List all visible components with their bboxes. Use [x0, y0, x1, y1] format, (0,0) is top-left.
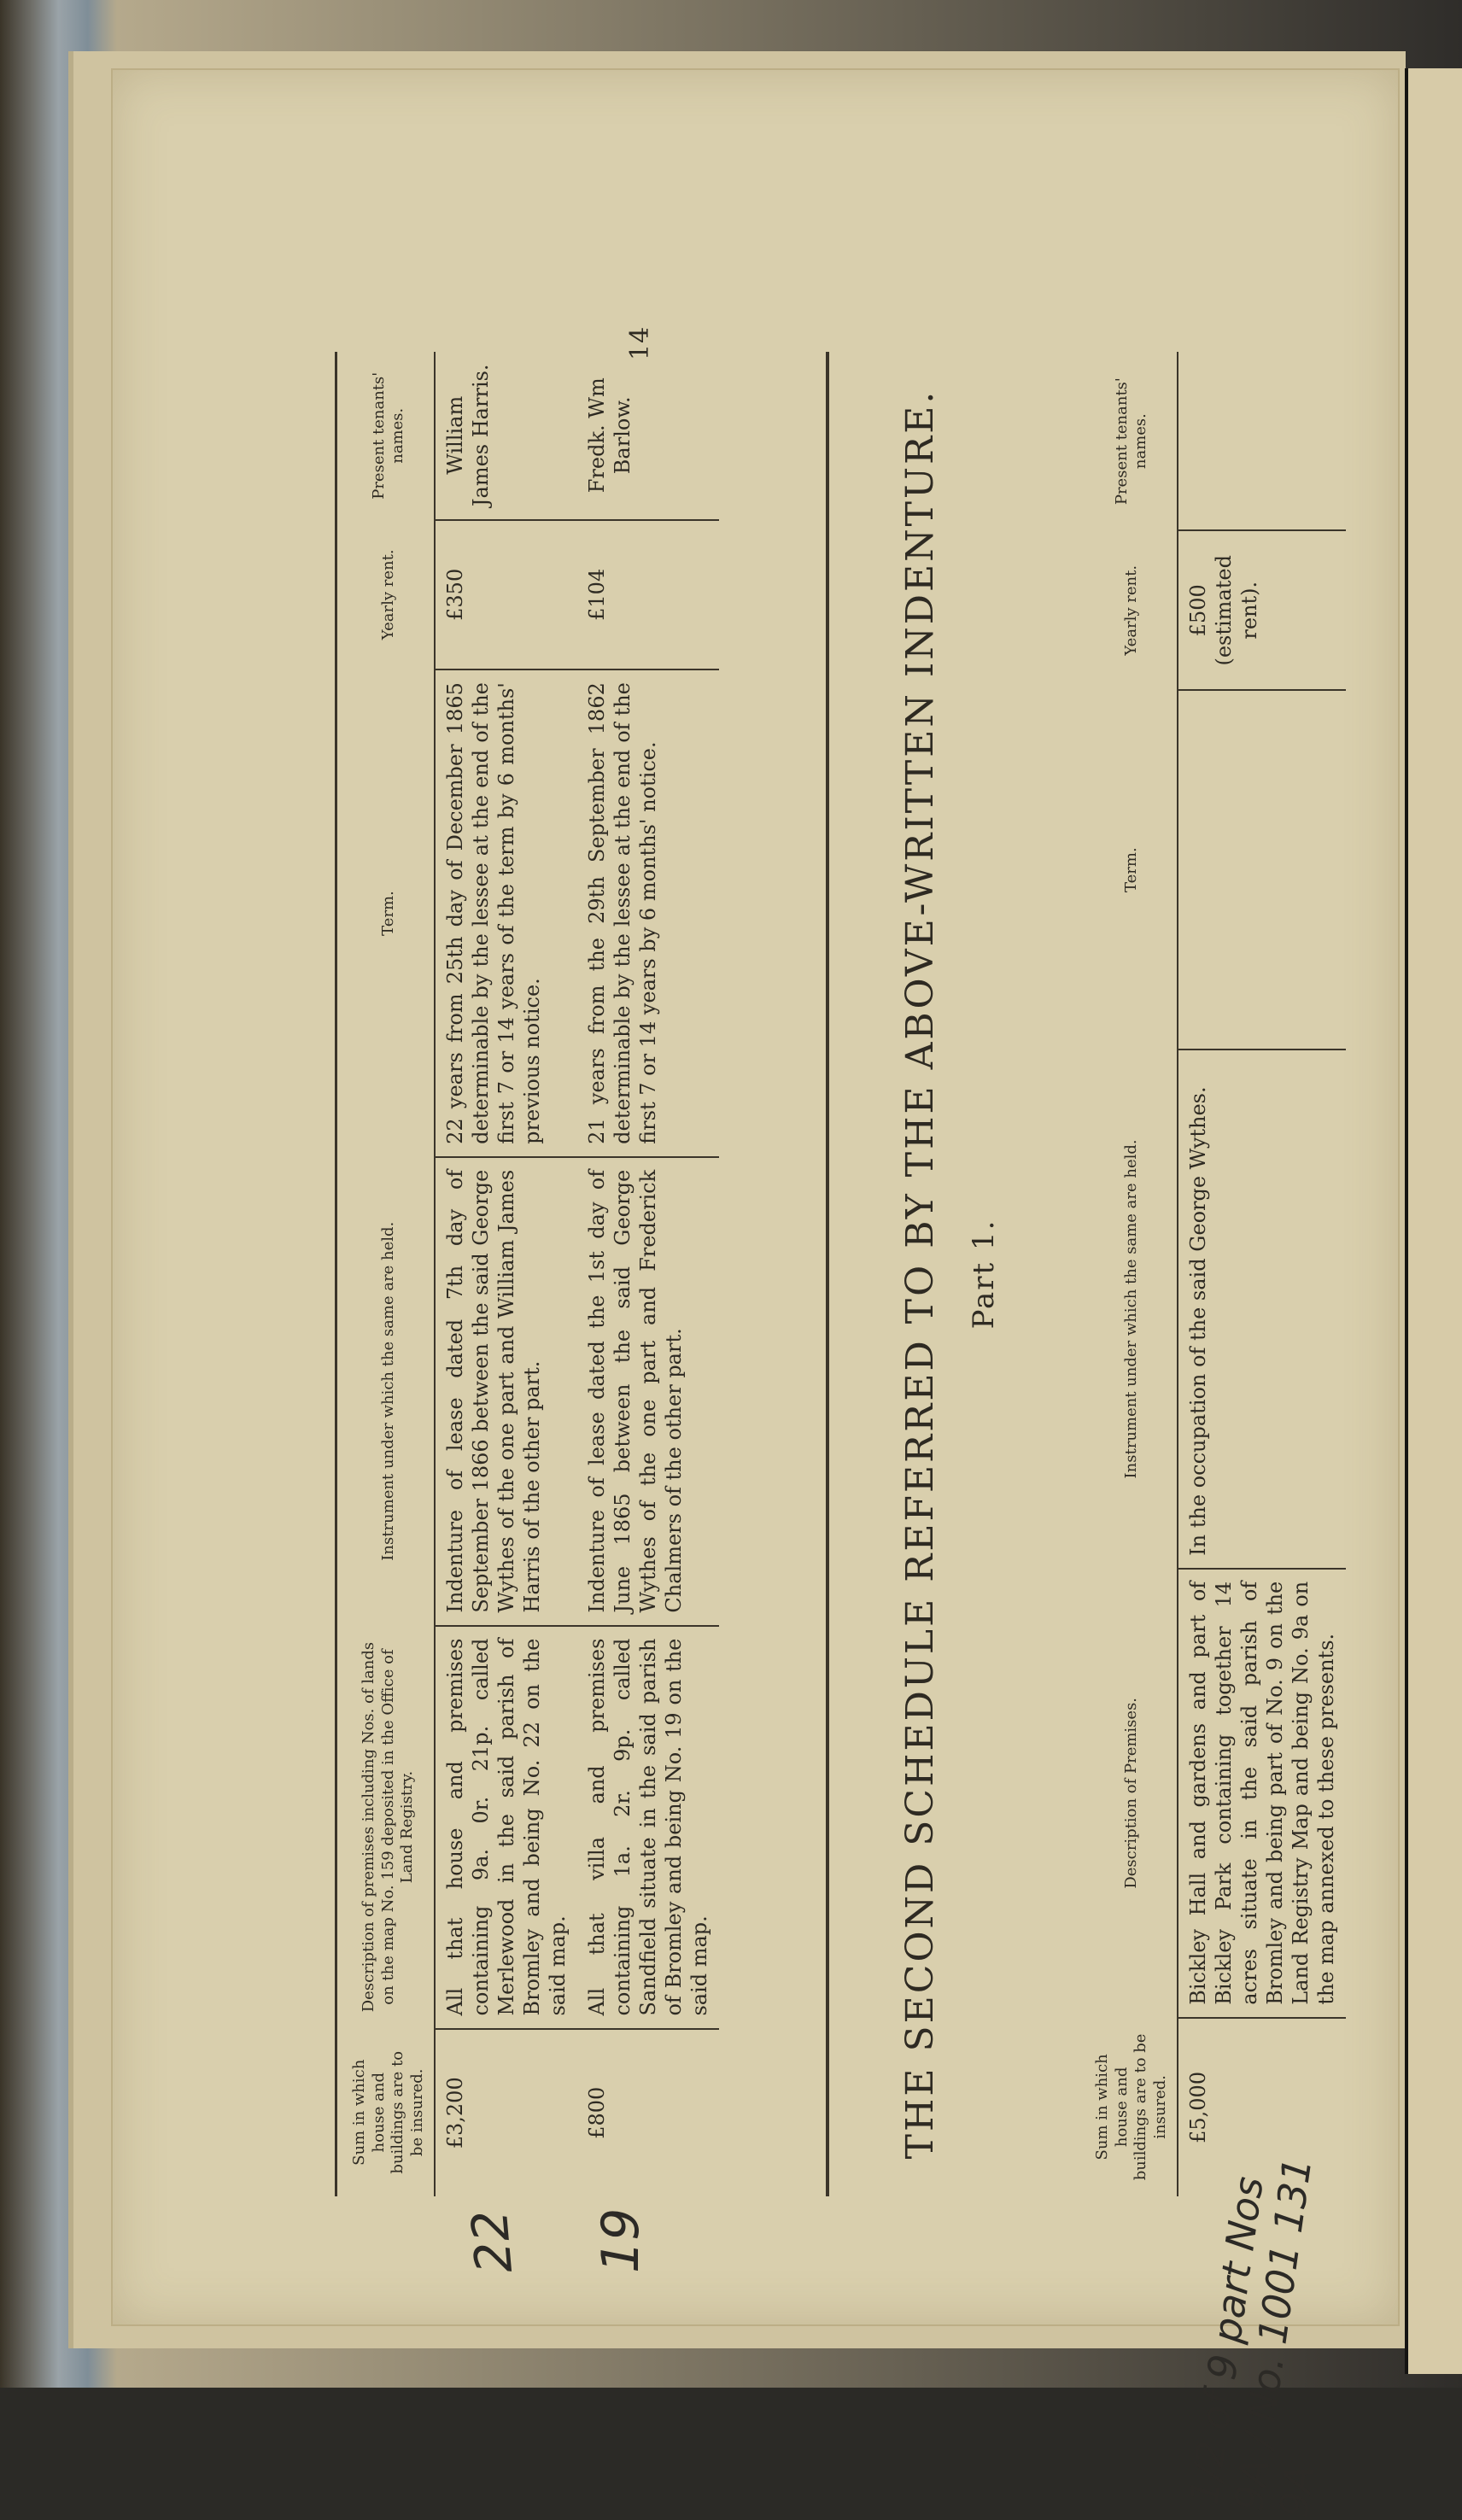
schedule-title: THE SECOND SCHEDULE REFERRED TO BY THE ABOVE-WRITTEN INDENTURE.: [898, 389, 942, 2160]
table-row: [577, 352, 719, 2196]
cell-sum: £5,000: [1186, 2071, 1210, 2143]
rotated-printed-content: [335, 249, 1462, 2520]
cell-sum: £3,200: [443, 2077, 467, 2149]
handwritten-margin-22: 22: [459, 2207, 524, 2276]
cell-description: All that house and premises containing 9a. 0r. 21p. called Merlewood in the said parish of Bromley and being No. 22 on the said map.: [435, 1626, 577, 2029]
header-description: Description of Premises.: [1086, 1569, 1178, 2018]
table-row: [1178, 352, 1346, 2196]
header-instrument: Instrument under which the same are held.: [343, 1157, 435, 1626]
schedule-two-header-row: [1086, 352, 1178, 2196]
schedule-one-table: [343, 352, 719, 2196]
cell-rent: £104: [577, 520, 719, 670]
cell-sum: £800: [585, 2086, 609, 2139]
schedule-two-table: [1086, 352, 1346, 2196]
cell-rent: £350: [435, 520, 577, 670]
cell-tenants: Fredk. Wm Barlow.: [577, 352, 719, 520]
table-bottom-rule: [826, 352, 829, 2196]
cell-description: Bickley Hall and gardens and part of Bickley Park containing together 14 acres situate in the said parish of Bromley and being part of No. 9 on the Land Registry Map and being No. 9a on the map annexed to these presents.: [1178, 1569, 1346, 2018]
header-instrument: Instrument under which the same are held.: [1086, 1050, 1178, 1569]
cell-rent: £500 (estimated rent).: [1178, 530, 1346, 690]
schedule-one-header-row: [343, 352, 435, 2196]
cell-term: [1178, 690, 1346, 1050]
handwritten-margin-19: 19: [591, 2207, 651, 2273]
table-top-rule: [335, 352, 337, 2196]
page-number: 14: [625, 325, 655, 360]
header-term: Term.: [343, 669, 435, 1157]
table-row: [435, 352, 577, 2196]
header-sum: Sum in which house and buildings are to be insured.: [1086, 2018, 1178, 2196]
cell-instrument: Indenture of lease dated 7th day of September 1866 between the said George Wythes of the one part and William James Harris of the other part.: [435, 1157, 577, 1626]
cell-description: All that villa and premises containing 1a. 2r. 9p. called Sandfield situate in the said parish of Bromley and being No. 19 on the said map.: [577, 1626, 719, 2029]
header-tenants: Present tenants' names.: [1086, 352, 1178, 530]
cell-term: 21 years from the 29th September 1862 determinable by the lessee at the end of the first 7 or 14 years by 6 months' notice.: [577, 669, 719, 1157]
header-rent: Yearly rent.: [343, 520, 435, 670]
header-description: Description of premises including Nos. of lands on the map No. 159 deposited in the Office of Land Registry.: [343, 1626, 435, 2029]
cell-tenants: [1178, 352, 1346, 530]
header-term: Term.: [1086, 690, 1178, 1050]
cell-tenants: William James Harris.: [435, 352, 577, 520]
cell-instrument: Indenture of lease dated the 1st day of June 1865 between the said George Wythes of the one part and Frederick Chalmers of the other part.: [577, 1157, 719, 1626]
handwritten-margin-note: 1/2 of 9 part Nos 9A / No. 1001 131 9A: [1180, 2155, 1324, 2520]
part-title: Part 1.: [967, 1219, 1001, 1330]
header-rent: Yearly rent.: [1086, 530, 1178, 690]
cell-instrument: In the occupation of the said George Wythes.: [1178, 1050, 1346, 1569]
cell-term: 22 years from 25th day of December 1865 determinable by the lessee at the end of the first 7 or 14 years of the term by 6 months' previous notice.: [435, 669, 577, 1157]
header-tenants: Present tenants' names.: [343, 352, 435, 520]
header-sum: Sum in which house and buildings are to be insured.: [343, 2029, 435, 2196]
document-page: [111, 68, 1400, 2520]
